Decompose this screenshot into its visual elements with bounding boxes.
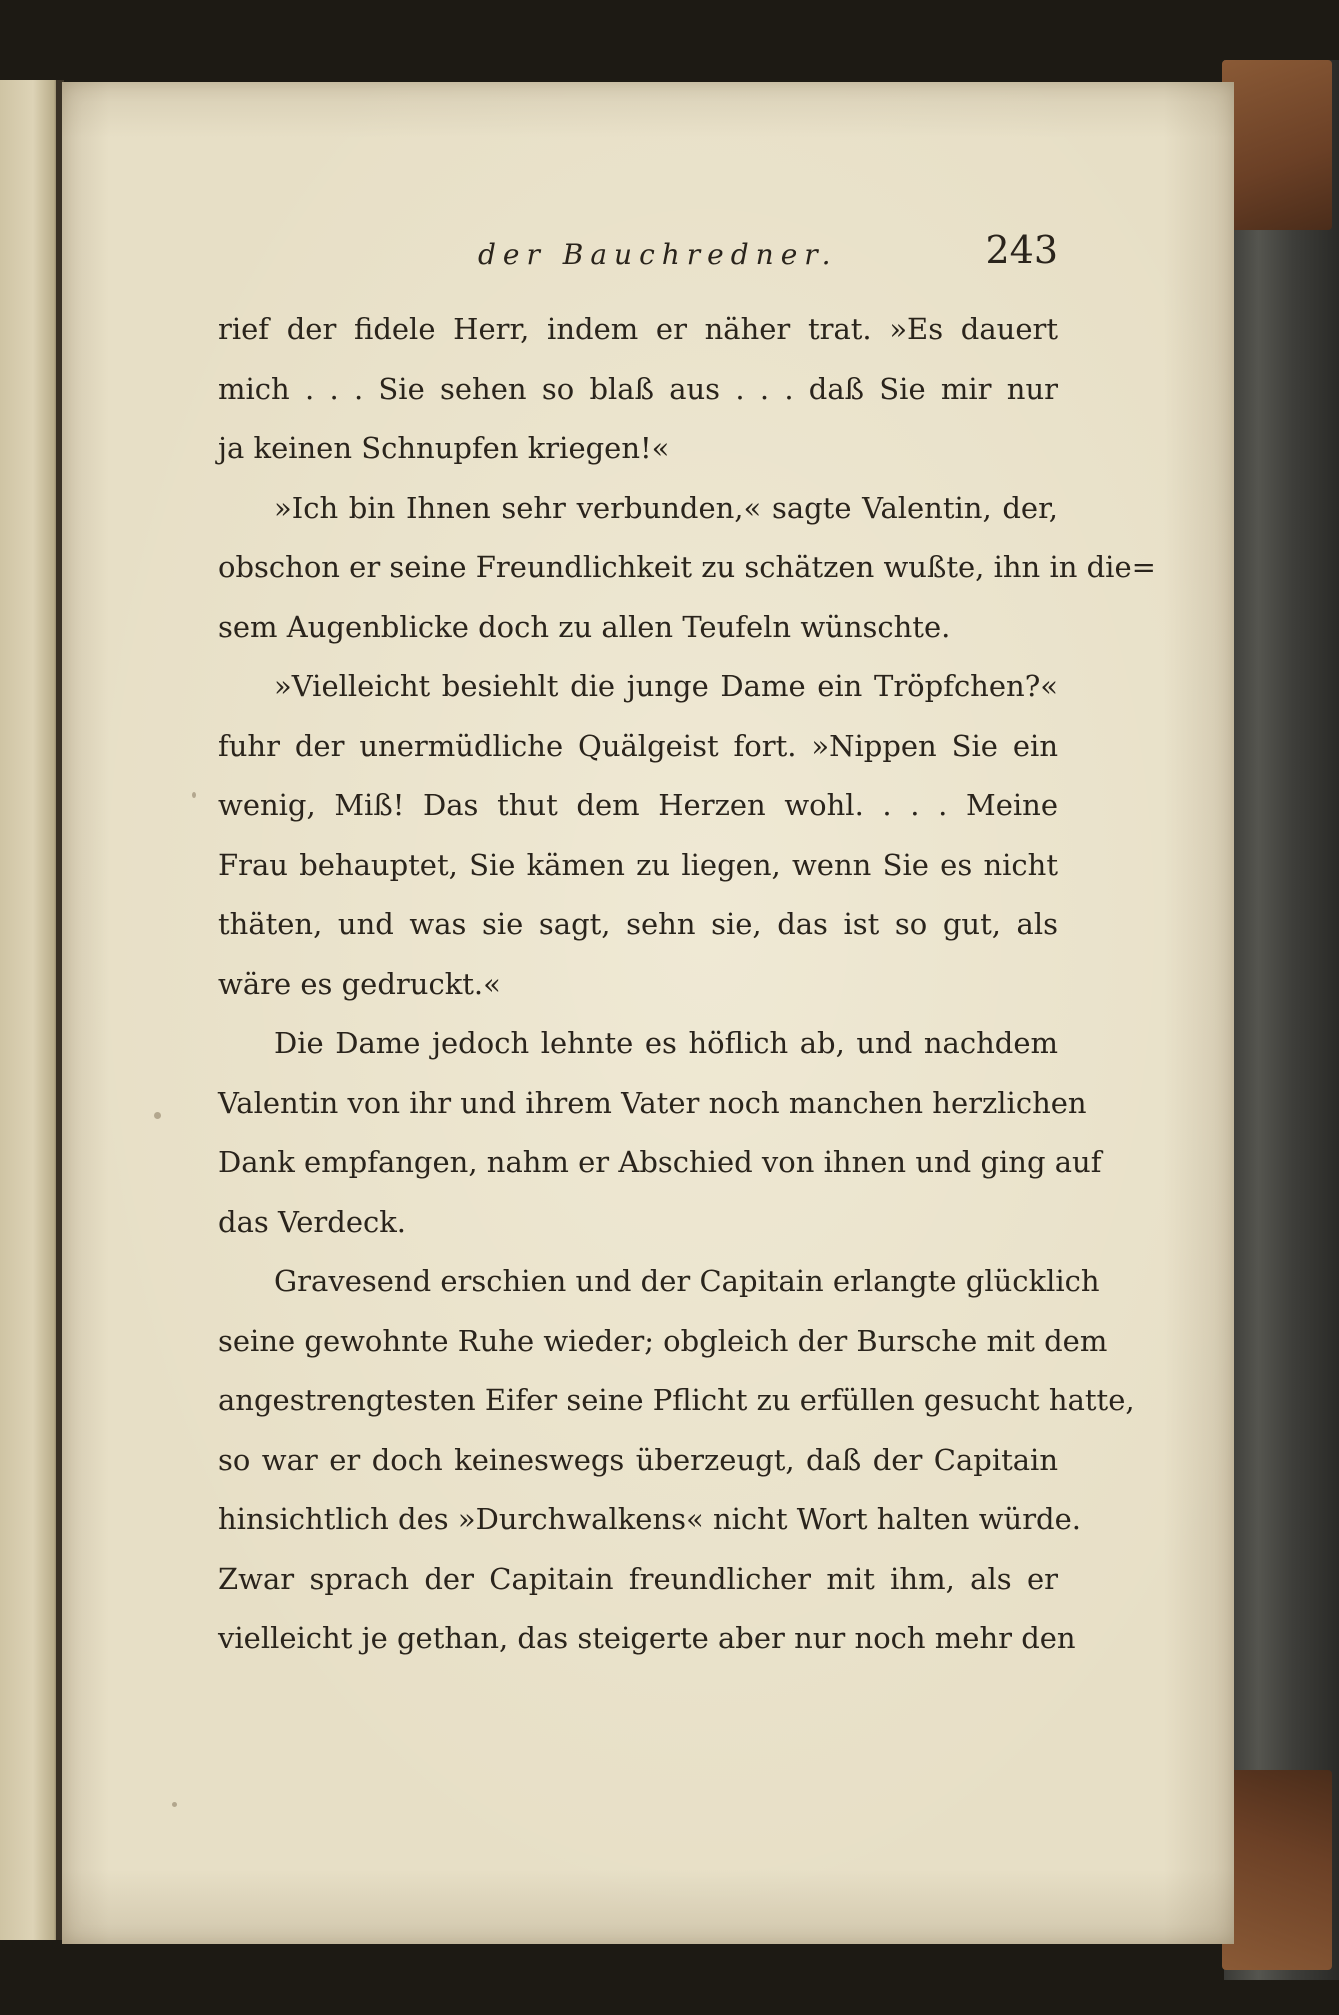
text-line: so war er doch keineswegs überzeugt, daß der Capitain <box>218 1442 1058 1477</box>
text-line: rief der fidele Herr, indem er näher trat. »Es dauert <box>218 312 1058 346</box>
text-line: Valentin von ihr und ihrem Vater noch manchen herzlichen <box>218 1085 1087 1120</box>
foxing-spot <box>192 792 196 798</box>
text-line: »Vielleicht besiehlt die junge Dame ein Tröpfchen?« <box>274 669 1058 703</box>
running-head: der Bauchredner. <box>478 238 838 271</box>
page-header <box>218 228 1058 284</box>
foxing-spot <box>172 1802 177 1807</box>
text-line: seine gewohnte Ruhe wieder; obgleich der Bursche mit dem <box>218 1323 1108 1358</box>
text-line: Frau behauptet, Sie kämen zu liegen, wenn Sie es nicht <box>218 847 1058 882</box>
foxing-spot <box>154 1112 161 1119</box>
text-line: vielleicht je gethan, das steigerte aber nur noch mehr den <box>218 1621 1076 1655</box>
text-line: fuhr der unermüdliche Quälgeist fort. »Nippen Sie ein <box>218 728 1058 763</box>
text-line: Die Dame jedoch lehnte es höflich ab, und nachdem <box>274 1026 1058 1060</box>
text-line: thäten, und was sie sagt, sehn sie, das ist so gut, als <box>218 907 1058 941</box>
text-line: mich . . . Sie sehen so blaß aus . . . daß Sie mir nur <box>218 371 1058 406</box>
text-line: das Verdeck. <box>218 1204 407 1239</box>
body-text <box>218 300 1156 1669</box>
text-line: Gravesend erschien und der Capitain erlangte glücklich <box>274 1264 1100 1298</box>
text-line: wenig, Miß! Das thut dem Herzen wohl. . . . Meine <box>218 788 1058 822</box>
text-line: Dank empfangen, nahm er Abschied von ihnen und ging auf <box>218 1145 1102 1179</box>
book-cover <box>1224 60 1339 1980</box>
text-line: Zwar sprach der Capitain freundlicher mit ihm, als er <box>218 1561 1058 1596</box>
text-line: »Ich bin Ihnen sehr verbunden,« sagte Valentin, der, <box>274 490 1058 525</box>
text-line: ja keinen Schnupfen kriegen!« <box>218 431 670 465</box>
text-line: sem Augenblicke doch zu allen Teufeln wünschte. <box>218 609 951 644</box>
facing-page-edge <box>0 80 60 1940</box>
page-number: 243 <box>985 228 1058 272</box>
text-line: hinsichtlich des »Durchwalkens« nicht Wort halten würde. <box>218 1502 1082 1536</box>
text-line: wäre es gedruckt.« <box>218 966 501 1001</box>
cover-corner-bottom <box>1222 1770 1332 1970</box>
cover-corner-top <box>1222 60 1332 230</box>
text-line: obschon er seine Freundlichkeit zu schätzen wußte, ihn in die= <box>218 550 1156 584</box>
text-line: angestrengtesten Eifer seine Pflicht zu erfüllen gesucht hatte, <box>218 1383 1135 1417</box>
